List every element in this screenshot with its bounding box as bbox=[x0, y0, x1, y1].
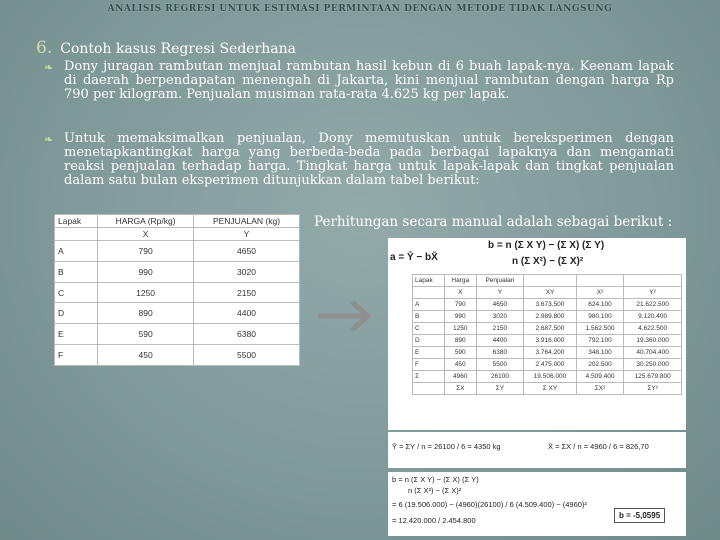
table-cell: 890 bbox=[444, 335, 476, 347]
b-numerator: b = n (Σ X Y) − (Σ X) (Σ Y) bbox=[392, 475, 479, 484]
subheader-cell: Y² bbox=[624, 287, 682, 299]
table-row bbox=[55, 261, 300, 282]
table-cell: 40.704.400 bbox=[624, 347, 682, 359]
bullet-1-text: Dony juragan rambutan menjual rambutan hasil kebun di 6 buah lapak-nya. Keenam lapak di daerah berpendapatan menengah di Jakarta, kini menjual rambutan dengan harga Rp 790 per kilogram. Penjualan musiman rata-rata 4.625 kg per lapak. bbox=[64, 59, 674, 102]
table-row bbox=[413, 311, 682, 323]
header-cell bbox=[576, 275, 624, 287]
table-cell: 2.475.000 bbox=[524, 359, 577, 371]
table-cell: 4960 bbox=[444, 371, 476, 383]
table-cell: Σ bbox=[413, 371, 445, 383]
table-cell: 5500 bbox=[476, 359, 524, 371]
heading-number: 6. bbox=[36, 38, 53, 58]
table-cell: 980.100 bbox=[576, 311, 624, 323]
table-cell: 3.916.000 bbox=[524, 335, 577, 347]
table-row bbox=[55, 303, 300, 324]
table-row bbox=[413, 299, 682, 311]
table-cell: 6380 bbox=[194, 324, 300, 345]
table-cell: 450 bbox=[444, 359, 476, 371]
slide-title: ANALISIS REGRESI UNTUK ESTIMASI PERMINTAAN DENGAN METODE TIDAK LANGSUNG bbox=[107, 4, 613, 14]
table-cell: 3.673.500 bbox=[524, 299, 577, 311]
table-cell: 3020 bbox=[476, 311, 524, 323]
table-cell: C bbox=[413, 323, 445, 335]
formula-b-denominator: n (Σ X²) − (Σ X)² bbox=[512, 256, 584, 267]
subheader-cell: Y bbox=[194, 228, 300, 241]
header-cell bbox=[624, 275, 682, 287]
table-cell: 2150 bbox=[194, 282, 300, 303]
table-row bbox=[413, 335, 682, 347]
subheader-row bbox=[55, 228, 300, 241]
table-cell: 3020 bbox=[194, 261, 300, 282]
table-cell: 2.989.800 bbox=[524, 311, 577, 323]
subheader-cell: XY bbox=[524, 287, 577, 299]
table-row bbox=[55, 241, 300, 262]
header-cell bbox=[524, 275, 577, 287]
table-cell: A bbox=[413, 299, 445, 311]
header-cell: Lapak bbox=[55, 215, 98, 228]
table-cell: 4650 bbox=[194, 241, 300, 262]
table-cell: 590 bbox=[444, 347, 476, 359]
subheader-cell: Y bbox=[476, 287, 524, 299]
table-cell: 1250 bbox=[444, 323, 476, 335]
bullet-icon: ❧ bbox=[44, 133, 54, 146]
table-cell: 26100 bbox=[476, 371, 524, 383]
table-cell: D bbox=[413, 335, 445, 347]
header-cell: HARGA (Rp/kg) bbox=[98, 215, 194, 228]
table-cell: 30.250.000 bbox=[624, 359, 682, 371]
table-cell: 125.679.800 bbox=[624, 371, 682, 383]
bullet-2 bbox=[44, 132, 674, 188]
table-cell: B bbox=[413, 311, 445, 323]
table-cell: 890 bbox=[98, 303, 194, 324]
table-cell: 792.100 bbox=[576, 335, 624, 347]
bullet-1 bbox=[44, 60, 674, 102]
table-row bbox=[413, 323, 682, 335]
mean-y-formula: Ȳ = ΣY / n = 26100 / 6 = 4350 kg bbox=[392, 442, 501, 451]
table-cell: B bbox=[55, 261, 98, 282]
b-denominator: n (Σ X²) − (Σ X)² bbox=[408, 486, 462, 495]
table-cell: 3.764.200 bbox=[524, 347, 577, 359]
table-cell: ΣY bbox=[476, 383, 524, 395]
table-cell: ΣX² bbox=[576, 383, 624, 395]
b-simplified: = 12.420.000 / 2.454.800 bbox=[392, 516, 476, 525]
table-cell: 19.506.000 bbox=[524, 371, 577, 383]
table-row bbox=[55, 282, 300, 303]
table-cell: E bbox=[55, 324, 98, 345]
subheader-cell bbox=[55, 228, 98, 241]
sum-row bbox=[413, 371, 682, 383]
means-panel bbox=[388, 432, 686, 468]
table-cell: C bbox=[55, 282, 98, 303]
table-cell: 1.562.500 bbox=[576, 323, 624, 335]
table-cell: E bbox=[413, 347, 445, 359]
header-cell: Harga bbox=[444, 275, 476, 287]
table-cell: Σ XY bbox=[524, 383, 577, 395]
table-cell: 4650 bbox=[476, 299, 524, 311]
table-cell: 202.500 bbox=[576, 359, 624, 371]
bullet-2-text: Untuk memaksimalkan penjualan, Dony memutuskan untuk bereksperimen dengan menetapkantingkat harga yang berbeda-beda pada berbagai lapaknya dan mengamati reaksi penjualan terhadap harga. Tingkat harga untuk lapak-lapak dan tingkat penjualan dalam satu bulan eksperimen ditunjukkan dalam tabel berikut: bbox=[64, 131, 674, 188]
table-cell: 624.100 bbox=[576, 299, 624, 311]
table-cell: F bbox=[413, 359, 445, 371]
table-cell: 19.360.000 bbox=[624, 335, 682, 347]
table-cell: 450 bbox=[98, 345, 194, 366]
table-cell: 4.622.500 bbox=[624, 323, 682, 335]
table-cell: A bbox=[55, 241, 98, 262]
table-row bbox=[413, 347, 682, 359]
table-cell: 4.509.400 bbox=[576, 371, 624, 383]
sum-label-row bbox=[413, 383, 682, 395]
header-row bbox=[55, 215, 300, 228]
table-cell: D bbox=[55, 303, 98, 324]
subheader-cell: X² bbox=[576, 287, 624, 299]
table-cell: ΣY² bbox=[624, 383, 682, 395]
arrow-right-icon bbox=[316, 296, 376, 336]
subheader-cell: X bbox=[98, 228, 194, 241]
table-cell bbox=[413, 383, 445, 395]
b-substitution: = 6 (19.506.000) − (4960)(26100) / 6 (4.509.400) − (4960)² bbox=[392, 500, 587, 509]
heading-text: Contoh kasus Regresi Sederhana bbox=[60, 41, 296, 57]
table-cell: 9.120.400 bbox=[624, 311, 682, 323]
table-cell: 2150 bbox=[476, 323, 524, 335]
header-cell: Penjualan bbox=[476, 275, 524, 287]
formula-b-numerator: b = n (Σ X Y) − (Σ X) (Σ Y) bbox=[488, 240, 605, 251]
b-result: b = -5,0595 bbox=[614, 508, 665, 523]
table-row bbox=[413, 359, 682, 371]
table-cell: 21.622.500 bbox=[624, 299, 682, 311]
table-row bbox=[55, 324, 300, 345]
header-cell: Lapak bbox=[413, 275, 445, 287]
table-cell: 348.100 bbox=[576, 347, 624, 359]
calc-panel bbox=[388, 238, 686, 430]
calc-label: Perhitungan secara manual adalah sebagai berikut : bbox=[314, 214, 673, 230]
bullet-icon: ❧ bbox=[44, 61, 54, 74]
table-cell: 990 bbox=[444, 311, 476, 323]
section-heading bbox=[36, 38, 296, 58]
header-row bbox=[413, 275, 682, 287]
header-cell: PENJUALAN (kg) bbox=[194, 215, 300, 228]
formula-a: a = Ȳ − bX̄ bbox=[390, 252, 438, 263]
subheader-cell: X bbox=[444, 287, 476, 299]
data-table bbox=[54, 214, 300, 366]
table-cell: 1250 bbox=[98, 282, 194, 303]
table-cell: 5500 bbox=[194, 345, 300, 366]
table-cell: 4400 bbox=[476, 335, 524, 347]
table-cell: 2.687.500 bbox=[524, 323, 577, 335]
table-cell: 6380 bbox=[476, 347, 524, 359]
table-cell: 790 bbox=[444, 299, 476, 311]
b-calc-panel bbox=[388, 472, 686, 536]
subheader-cell bbox=[413, 287, 445, 299]
table-row bbox=[55, 345, 300, 366]
table-cell: F bbox=[55, 345, 98, 366]
table-cell: ΣX bbox=[444, 383, 476, 395]
table-cell: 990 bbox=[98, 261, 194, 282]
subheader-row bbox=[413, 287, 682, 299]
table-cell: 590 bbox=[98, 324, 194, 345]
calc-table bbox=[412, 274, 682, 395]
table-cell: 790 bbox=[98, 241, 194, 262]
mean-x-formula: X̄ = ΣX / n = 4960 / 6 = 826,70 bbox=[548, 442, 649, 451]
table-cell: 4400 bbox=[194, 303, 300, 324]
